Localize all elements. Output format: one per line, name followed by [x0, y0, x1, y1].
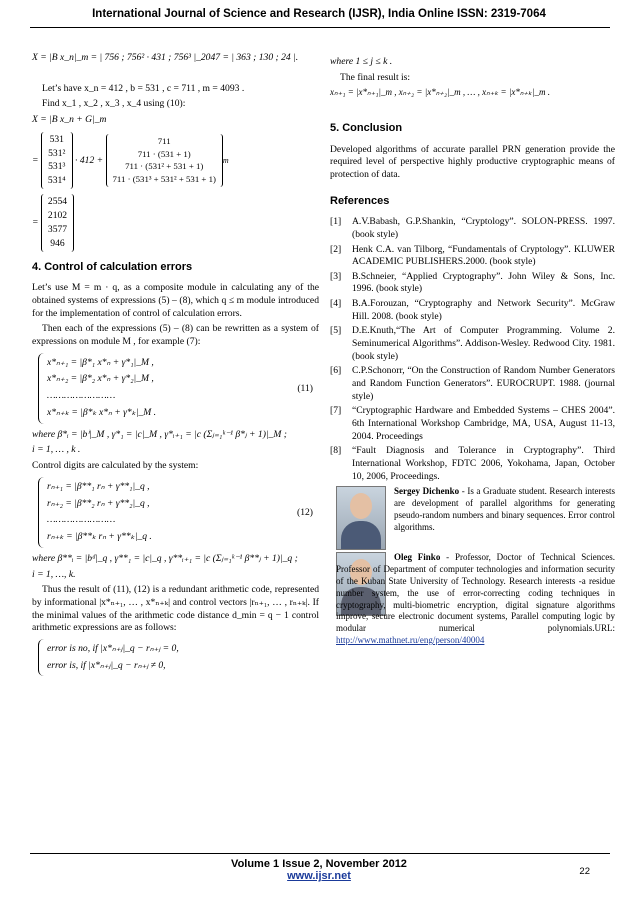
- journal-header: International Journal of Science and Research (IJSR), India Online ISSN: 2319-7064: [92, 8, 546, 20]
- equation-x: X = |B x_n|_m = | 756 ; 756² · 431 ; 756³ |_2047 = | 363 ; 130 ; 24 |.: [32, 52, 299, 63]
- section-4-heading: 4. Control of calculation errors: [32, 260, 193, 273]
- final-result-text: The final result is:: [340, 71, 411, 83]
- reference-item: [8] “Fault Diagnosis and Tolerance in Cryptography”. Third International Workshop, FDTC 2006, Yokohama, Japan, October 10, 2006, Proceedings.: [330, 445, 615, 482]
- paragraph-module: Let’s use M = m · q, as a composite module in calculating any of the obtained systems of expressions (5) – (8), which q ≤ m module introduced for the implementation of control of calculation errors.: [32, 282, 319, 319]
- where-beta-star: where β*ᵢ = |bⁱ|_M , γ*₁ = |c|_M , γ*ᵢ₊₁ = |c (Σⱼ₌₁ᵏ⁻¹ β*ⱼ + 1)|_M ;: [32, 428, 287, 440]
- where-beta-double-star: where β**ᵢ = |bᵈ|_q , γ**₁ = |c|_q , γ**ᵢ₊₁ = |c (Σⱼ₌₁ᵏ⁻¹ β**ⱼ + 1)|_q ;: [32, 552, 298, 564]
- author-photo-dichenko: [336, 486, 386, 550]
- matrix-result: = 2554 2102 3577 946: [32, 194, 319, 252]
- bio-dichenko: [394, 486, 615, 534]
- matrix-result-values: 2554 2102 3577 946: [41, 194, 74, 252]
- system-11: x*ₙ₊₁ = |β*₁ x*ₙ + γ*₁|_M , x*ₙ₊₂ = |β*₂ x*ₙ + γ*₂|_M , …………………… x*ₙ₊ₖ = |β*ₖ x*ₙ + γ*ₖ|_M . (11): [32, 353, 319, 424]
- index-range-2: i = 1, …, k.: [32, 568, 76, 580]
- section-5-heading: 5. Conclusion: [330, 122, 403, 135]
- equation-xb: X = |B x_n + G|_m: [32, 113, 107, 125]
- left-column: [32, 40, 319, 680]
- equation-number-11: (11): [297, 382, 313, 394]
- footer-site-link[interactable]: www.ijsr.net: [287, 870, 351, 882]
- lets-have-text: Let’s have x_n = 412 , b = 531 , c = 711 , m = 4093 .: [42, 82, 245, 94]
- final-equation: xₙ₊₁ = |x*ₙ₊₁|_m , xₙ₊₂ = |x*ₙ₊₂|_m , … , xₙ₊ₖ = |x*ₙ₊ₖ|_m .: [330, 87, 550, 98]
- bio-finko: [336, 552, 615, 647]
- right-column: [330, 40, 615, 485]
- matrix-equation: = 531 531² 531³ 531⁴ · 412 + 711 711 · (531 + 1) 711 · (531² + 531 + 1) 711 · (531³ + 531² + 531 + 1) m: [32, 132, 319, 190]
- reference-item: [4] B.A.Forouzan, “Cryptography and Network Security”. McGraw Hill. 2008. (book style): [330, 298, 615, 322]
- paragraph-redundant-code: Thus the result of (11), (12) is a redundant arithmetic code, represented by informational |x*ₙ₊₁, … , x*ₙ₊ₖ| and control vectors |rₙ₊₁, … , rₙ₊ₖ|. If the minimal values of the arithmetic code distance d_min = q − 1 control arithmetic expressions are as follows:: [32, 584, 319, 634]
- author-name-dichenko: Sergey Dichenko: [394, 486, 460, 496]
- matrix-powers: 531 531² 531³ 531⁴: [41, 132, 73, 190]
- references-heading: References: [330, 194, 390, 207]
- footer-rule: [30, 853, 610, 854]
- bio-text-dichenko: - Is a Graduate student. Research interests are development of parallel algorithms for generating pseudo-random numbers and binary sequences. Error control algorithms.: [394, 486, 616, 532]
- reference-item: [7] “Cryptographic Hardware and Embedded Systems – CHES 2004”. 6th International Workshop Cambridge, MA, USA, August 11-13, 2004. Proceedings: [330, 405, 615, 442]
- conclusion-text: Developed algorithms of accurate parallel PRN generation provide the required level of perspective highly productive cryptographic means of protection of data.: [330, 143, 615, 181]
- footer: [0, 858, 638, 882]
- author-url-link[interactable]: http://www.mathnet.ru/eng/person/40004: [336, 635, 485, 646]
- control-digits-text: Control digits are calculated by the system:: [32, 460, 199, 472]
- matrix-terms: 711 711 · (531 + 1) 711 · (531² + 531 + 1) 711 · (531³ + 531² + 531 + 1): [106, 134, 223, 187]
- matrix-multiplier: · 412 +: [75, 154, 104, 166]
- bio-text-finko: - Professor, Doctor of Technical Sciences. Professor of Department of computer technologies and information security of the Kuban State University of Technology. Research interests -a residue number system, the use of error-correcting coding techniques in cryptography, multi-biometric encryption, digital signature algorithms improve, secure electronic document systems, Parallel computing logic by modular numerical polynomials.URL:: [336, 552, 615, 634]
- author-name-finko: Oleg Finko: [394, 552, 441, 562]
- reference-item: [1] A.V.Babash, G.P.Shankin, “Cryptology”. SOLON-PRESS. 1997. (book style): [330, 216, 615, 240]
- header-rule: [30, 27, 610, 28]
- reference-item: [5] D.E.Knuth,“The Art of Computer Programming. Volume 2. Seminumerical Algorithms”. Addison-Wesley. Redwood City. 1981. (book style): [330, 325, 615, 362]
- where-j: where 1 ≤ j ≤ k .: [330, 56, 393, 67]
- page-number: 22: [579, 866, 590, 877]
- footer-issue: Volume 1 Issue 2, November 2012: [231, 858, 407, 870]
- reference-item: [6] C.P.Schonorr, “On the Construction of Random Number Generators and Random Function Generators”. EUROCRUPT. 1988. (journal style): [330, 365, 615, 402]
- reference-item: [3] B.Schneier, “Applied Cryptography”. John Wiley & Sons, Inc. 1996. (book style): [330, 270, 615, 295]
- index-range-1: i = 1, … , k .: [32, 444, 81, 456]
- system-12: rₙ₊₁ = |β**₁ rₙ + γ**₁|_q , rₙ₊₂ = |β**₂ rₙ + γ**₂|_q , …………………… rₙ₊ₖ = |β**ₖ rₙ + γ**ₖ|_q . (12): [32, 477, 319, 548]
- equation-number-12: (12): [297, 506, 313, 518]
- error-conditions: error is no, if |x*ₙ₊ⱼ|_q − rₙ₊ⱼ = 0, error is, if |x*ₙ₊ⱼ|_q − rₙ₊ⱼ ≠ 0,: [38, 639, 267, 677]
- reference-item: [2] Henk C.A. van Tilborg, “Fundamentals of Cryptology”. KLUWER ACADEMIC PUBLISHERS.2000. (book style): [330, 243, 615, 268]
- paragraph-rewrite: Then each of the expressions (5) – (8) can be rewritten as a system of expressions on module M , for example (7):: [32, 323, 319, 348]
- find-text: Find x_1 , x_2 , x_3 , x_4 using (10):: [42, 98, 186, 110]
- reference-list: [330, 216, 615, 483]
